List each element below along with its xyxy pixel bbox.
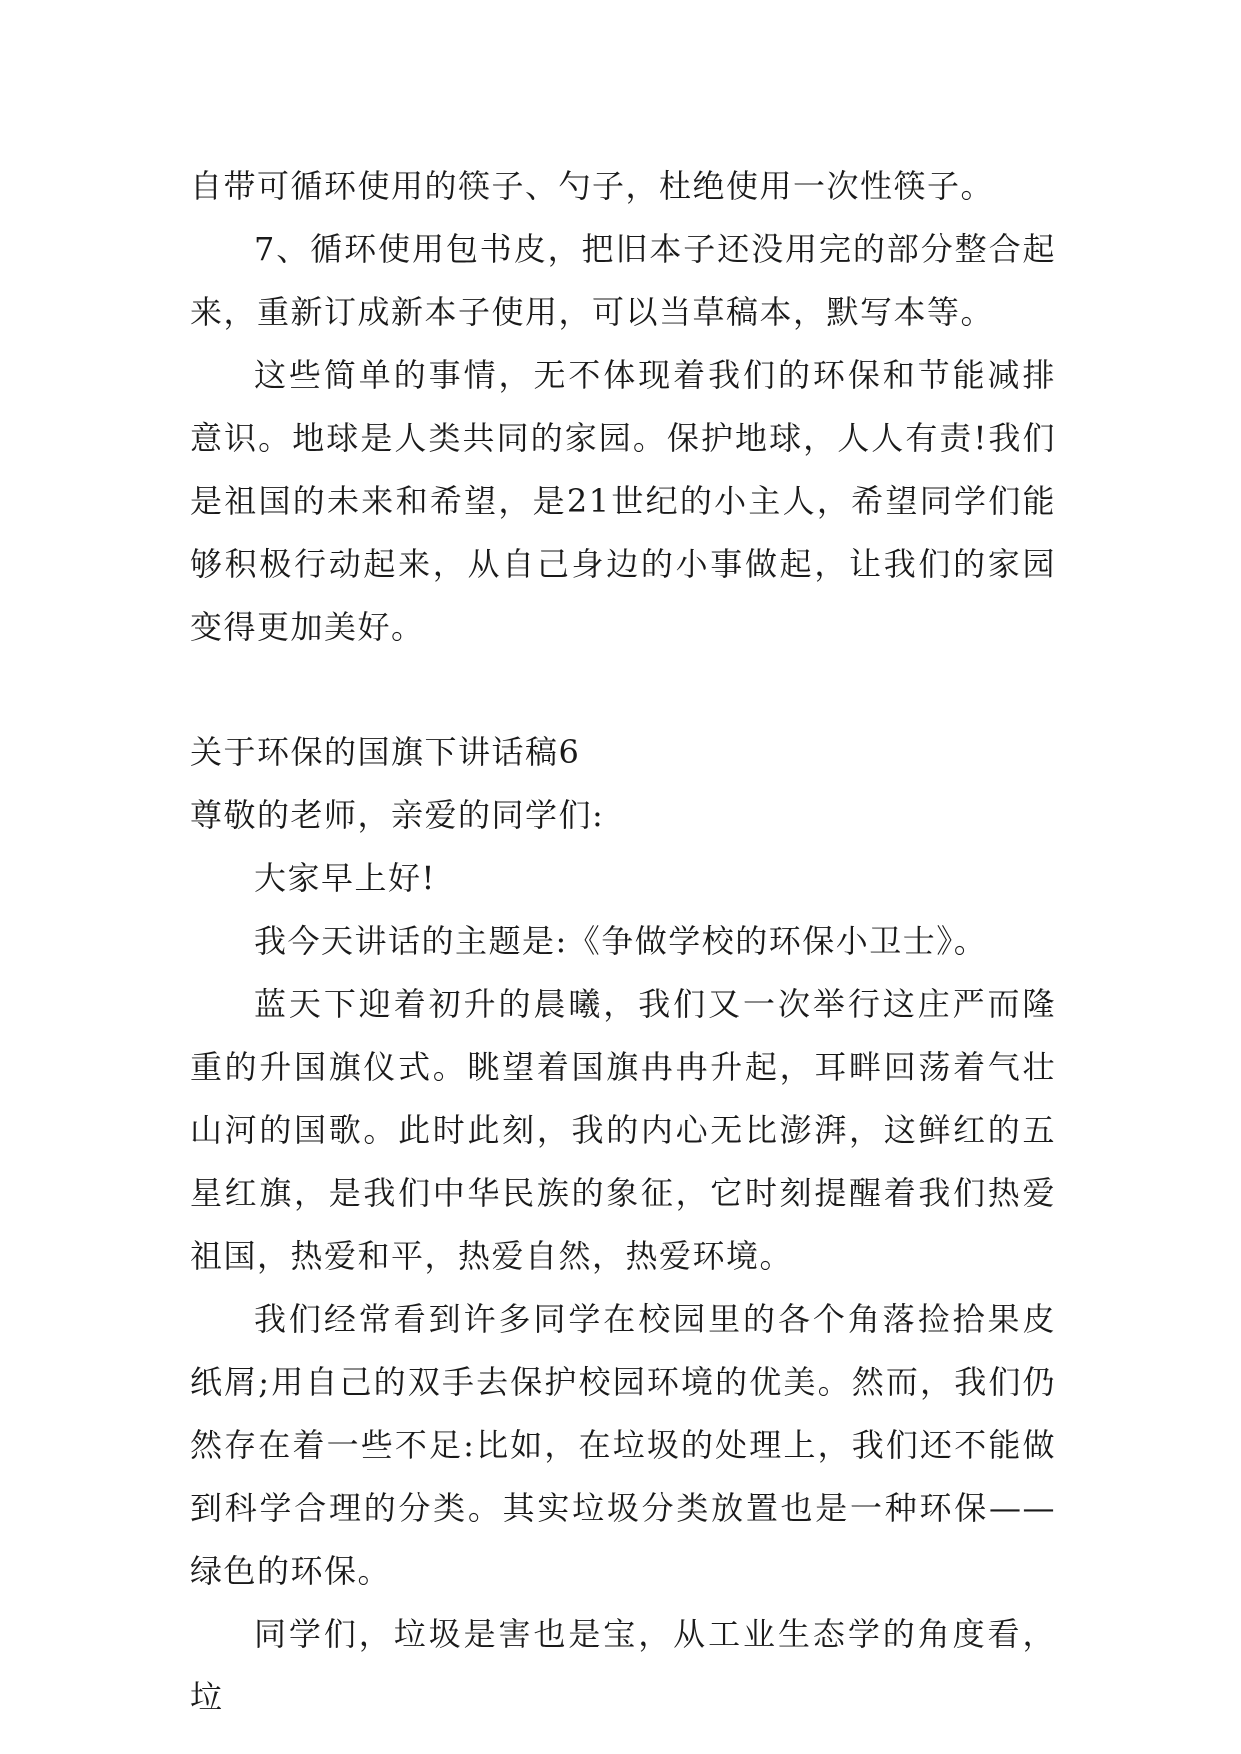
paragraph: 我今天讲话的主题是:《争做学校的环保小卫士》。	[254, 922, 988, 960]
salutation: 尊敬的老师，亲爱的同学们:	[190, 796, 605, 834]
paragraph: 这些简单的事情，无不体现着我们的环保和节能减排意识。地球是人类共同的家园。保护地球，人人有责!我们是祖国的未来和希望，是21世纪的小主人，希望同学们能够积极行动起来，从自己身边的小事做起，让我们的家园变得更加美好。	[190, 356, 1056, 646]
paragraph: 大家早上好!	[254, 859, 436, 897]
paragraph: 我们经常看到许多同学在校园里的各个角落捡拾果皮纸屑;用自己的双手去保护校园环境的优美。然而，我们仍然存在着一些不足:比如，在垃圾的处理上，我们还不能做到科学合理的分类。其实垃圾分类放置也是一种环保——绿色的环保。	[190, 1300, 1056, 1590]
section-spacer	[190, 659, 1056, 721]
section-title: 关于环保的国旗下讲话稿6	[190, 733, 581, 771]
document-body	[190, 155, 1056, 1729]
paragraph: 同学们，垃圾是害也是宝，从工业生态学的角度看，垃	[190, 1615, 1056, 1716]
paragraph: 7、循环使用包书皮，把旧本子还没用完的部分整合起来，重新订成新本子使用，可以当草稿本，默写本等。	[190, 230, 1056, 331]
paragraph: 自带可循环使用的筷子、勺子，杜绝使用一次性筷子。	[190, 167, 995, 205]
paragraph: 蓝天下迎着初升的晨曦，我们又一次举行这庄严而隆重的升国旗仪式。眺望着国旗冉冉升起，耳畔回荡着气壮山河的国歌。此时此刻，我的内心无比澎湃，这鲜红的五星红旗，是我们中华民族的象征，它时刻提醒着我们热爱祖国，热爱和平，热爱自然，热爱环境。	[190, 985, 1056, 1275]
